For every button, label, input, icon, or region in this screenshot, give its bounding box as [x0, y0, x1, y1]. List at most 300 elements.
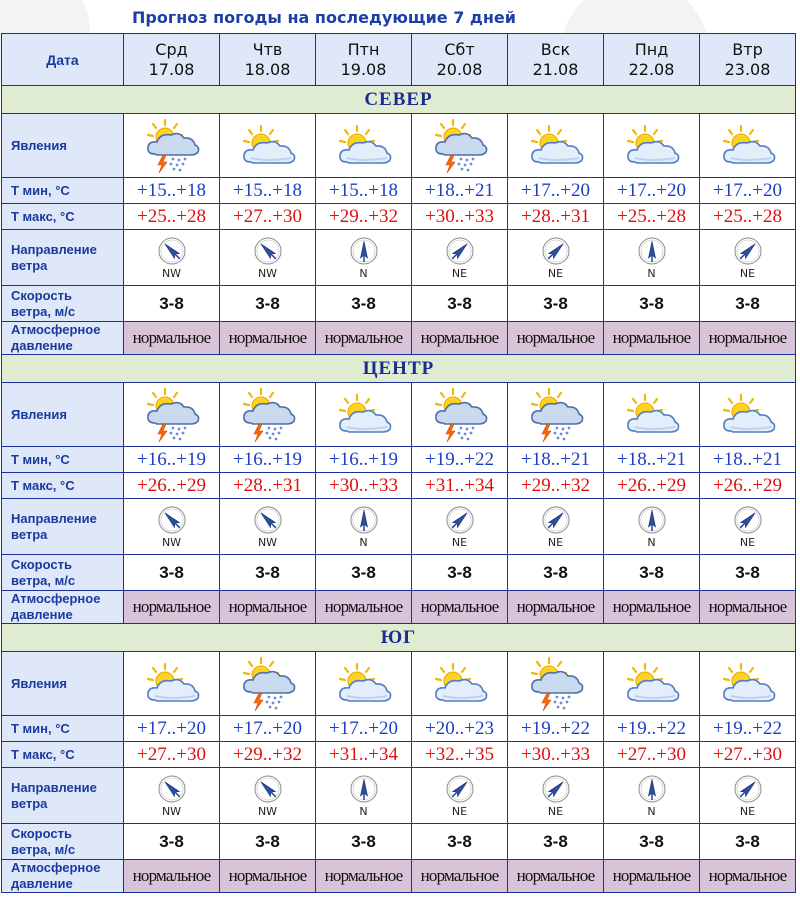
compass-arrow-icon — [253, 505, 283, 535]
compass-arrow-icon — [157, 236, 187, 266]
compass-arrow-icon — [733, 774, 763, 804]
wind-compass — [604, 236, 699, 280]
pressure-value: нормальное — [612, 866, 691, 885]
tmin-cell — [508, 716, 604, 742]
wind-compass — [604, 774, 699, 818]
wind-direction-label-line1: Направление — [11, 510, 97, 526]
tmax-label-cell — [2, 473, 124, 499]
wind-direction-value: NW — [257, 266, 278, 280]
wind-direction-row — [2, 499, 796, 555]
wind-compass — [124, 505, 219, 549]
tmin-value: +16..+19 — [329, 448, 398, 470]
wind-direction-cell — [508, 768, 604, 824]
date-label: Дата — [46, 51, 79, 68]
tmin-cell — [412, 178, 508, 204]
wind-direction-cell — [604, 499, 700, 555]
weather-cell — [316, 652, 412, 716]
wind-speed-value: 3-8 — [255, 562, 280, 582]
wind-direction-label-line2: ветра — [11, 795, 48, 811]
tmin-cell — [124, 447, 220, 473]
pressure-value: нормальное — [708, 328, 787, 347]
compass-arrow-icon — [733, 505, 763, 535]
wind-speed-cell — [220, 286, 316, 322]
tmin-value: +18..+21 — [521, 448, 590, 470]
page-title: Прогноз погоды на последующие 7 дней — [132, 8, 516, 27]
wind-direction-cell — [316, 499, 412, 555]
pressure-value: нормальное — [324, 328, 403, 347]
compass-arrow-icon — [541, 774, 571, 804]
tmax-value: +30..+33 — [425, 205, 494, 227]
wind-speed-value: 3-8 — [639, 831, 664, 851]
wind-compass — [700, 236, 795, 280]
region-heading — [2, 86, 796, 114]
wind-compass — [316, 505, 411, 549]
pressure-cell — [316, 591, 412, 624]
tmin-value: +19..+22 — [617, 717, 686, 739]
wind-speed-cell — [316, 286, 412, 322]
tmax-value: +25..+28 — [713, 205, 782, 227]
tmin-cell — [220, 716, 316, 742]
tmin-cell — [316, 178, 412, 204]
partly-cloudy-icon — [508, 124, 603, 168]
wind-compass — [604, 505, 699, 549]
wind-direction-label-cell — [2, 768, 124, 824]
wind-speed-cell — [700, 555, 796, 591]
pressure-value: нормальное — [516, 866, 595, 885]
wind-speed-label-line1: Скорость — [11, 825, 72, 841]
tmin-cell — [412, 447, 508, 473]
tmax-cell — [508, 473, 604, 499]
wind-direction-value: NW — [161, 266, 182, 280]
thunderstorm-icon — [124, 118, 219, 174]
tmin-value: +17..+20 — [329, 717, 398, 739]
compass-arrow-icon — [157, 774, 187, 804]
phenomena-label: Явления — [11, 137, 67, 153]
partly-cloudy-icon — [124, 662, 219, 706]
day-date: 21.08 — [532, 59, 579, 79]
wind-direction-value: N — [359, 535, 368, 549]
thunderstorm-icon — [412, 387, 507, 443]
tmin-label: Т мин, °С — [11, 720, 70, 736]
wind-compass — [220, 236, 315, 280]
wind-compass — [412, 774, 507, 818]
tmin-cell — [700, 716, 796, 742]
wind-direction-value: NE — [739, 266, 756, 280]
wind-direction-label-cell — [2, 230, 124, 286]
tmax-row — [2, 204, 796, 230]
wind-speed-value: 3-8 — [735, 562, 760, 582]
tmax-value: +28..+31 — [521, 205, 590, 227]
forecast-table — [1, 33, 796, 893]
weather-cell — [124, 652, 220, 716]
tmax-cell — [604, 473, 700, 499]
day-header-5 — [604, 34, 700, 86]
tmin-row — [2, 178, 796, 204]
region-heading — [2, 355, 796, 383]
partly-cloudy-icon — [604, 124, 699, 168]
wind-direction-value: NW — [257, 804, 278, 818]
weather-cell — [412, 114, 508, 178]
tmax-value: +25..+28 — [137, 205, 206, 227]
compass-arrow-icon — [637, 236, 667, 266]
tmin-cell — [604, 716, 700, 742]
tmax-cell — [412, 473, 508, 499]
tmin-value: +20..+23 — [425, 717, 494, 739]
wind-speed-value: 3-8 — [159, 831, 184, 851]
wind-direction-cell — [124, 768, 220, 824]
wind-direction-value: NE — [547, 266, 564, 280]
wind-direction-value: NE — [739, 804, 756, 818]
day-date: 18.08 — [244, 59, 291, 79]
tmax-row — [2, 473, 796, 499]
wind-speed-label-line1: Скорость — [11, 287, 72, 303]
tmax-label: Т макс, °С — [11, 208, 75, 224]
tmax-label: Т макс, °С — [11, 477, 75, 493]
tmax-value: +29..+32 — [329, 205, 398, 227]
phenomena-row — [2, 652, 796, 716]
pressure-cell — [124, 860, 220, 893]
pressure-value: нормальное — [612, 328, 691, 347]
tmax-cell — [508, 742, 604, 768]
tmin-cell — [124, 716, 220, 742]
wind-direction-label-line1: Направление — [11, 779, 97, 795]
pressure-cell — [316, 322, 412, 355]
tmin-row — [2, 716, 796, 742]
pressure-cell — [412, 322, 508, 355]
weather-cell — [700, 652, 796, 716]
tmax-cell — [412, 204, 508, 230]
pressure-label-cell — [2, 860, 124, 893]
wind-direction-cell — [412, 499, 508, 555]
wind-speed-cell — [700, 286, 796, 322]
tmax-value: +30..+33 — [521, 743, 590, 765]
partly-cloudy-icon — [316, 662, 411, 706]
phenomena-label-cell — [2, 652, 124, 716]
tmin-label-cell — [2, 716, 124, 742]
wind-speed-row — [2, 824, 796, 860]
wind-direction-cell — [508, 499, 604, 555]
thunderstorm-icon — [412, 118, 507, 174]
region-heading — [2, 624, 796, 652]
tmin-label-cell — [2, 178, 124, 204]
weather-cell — [508, 383, 604, 447]
tmin-value: +17..+20 — [233, 717, 302, 739]
wind-compass — [124, 774, 219, 818]
wind-direction-label-line2: ветра — [11, 526, 48, 542]
day-header-6 — [700, 34, 796, 86]
tmax-value: +31..+34 — [329, 743, 398, 765]
pressure-label-cell — [2, 322, 124, 355]
wind-speed-cell — [604, 286, 700, 322]
tmax-value: +27..+30 — [233, 205, 302, 227]
compass-arrow-icon — [541, 505, 571, 535]
tmin-value: +15..+18 — [329, 179, 398, 201]
wind-speed-cell — [220, 824, 316, 860]
tmin-value: +17..+20 — [617, 179, 686, 201]
wind-speed-label-line2: ветра, м/с — [11, 303, 76, 319]
compass-arrow-icon — [733, 236, 763, 266]
wind-compass — [316, 236, 411, 280]
tmin-label: Т мин, °С — [11, 451, 70, 467]
pressure-label-line2: давление — [11, 338, 73, 353]
tmax-value: +29..+32 — [521, 474, 590, 496]
tmax-value: +29..+32 — [233, 743, 302, 765]
pressure-cell — [700, 322, 796, 355]
pressure-cell — [508, 860, 604, 893]
tmax-cell — [604, 742, 700, 768]
pressure-label-cell — [2, 591, 124, 624]
wind-direction-cell — [700, 230, 796, 286]
wind-speed-value: 3-8 — [351, 831, 376, 851]
phenomena-row — [2, 114, 796, 178]
tmin-cell — [700, 178, 796, 204]
pressure-cell — [700, 860, 796, 893]
day-header-2 — [316, 34, 412, 86]
pressure-label-line2: давление — [11, 876, 73, 891]
wind-direction-label-line2: ветра — [11, 257, 48, 273]
tmin-value: +15..+18 — [233, 179, 302, 201]
weather-cell — [508, 652, 604, 716]
wind-speed-cell — [508, 286, 604, 322]
compass-arrow-icon — [349, 505, 379, 535]
compass-arrow-icon — [637, 505, 667, 535]
tmax-cell — [124, 742, 220, 768]
tmax-value: +27..+30 — [617, 743, 686, 765]
wind-direction-cell — [124, 230, 220, 286]
pressure-value: нормальное — [228, 597, 307, 616]
pressure-value: нормальное — [132, 597, 211, 616]
weather-cell — [700, 114, 796, 178]
tmax-cell — [700, 473, 796, 499]
compass-arrow-icon — [253, 236, 283, 266]
tmin-value: +17..+20 — [521, 179, 590, 201]
wind-speed-value: 3-8 — [159, 293, 184, 313]
tmax-row — [2, 742, 796, 768]
wind-direction-value: NW — [161, 535, 182, 549]
tmin-cell — [316, 716, 412, 742]
weather-cell — [604, 383, 700, 447]
wind-speed-value: 3-8 — [543, 293, 568, 313]
tmin-cell — [220, 178, 316, 204]
tmax-cell — [604, 204, 700, 230]
pressure-value: нормальное — [228, 866, 307, 885]
wind-speed-cell — [124, 286, 220, 322]
pressure-label-line1: Атмосферное — [11, 322, 101, 337]
compass-arrow-icon — [253, 774, 283, 804]
pressure-row — [2, 322, 796, 355]
wind-direction-cell — [508, 230, 604, 286]
wind-speed-value: 3-8 — [351, 562, 376, 582]
compass-arrow-icon — [445, 236, 475, 266]
wind-compass — [508, 236, 603, 280]
tmin-label-cell — [2, 447, 124, 473]
tmax-cell — [124, 473, 220, 499]
tmin-cell — [124, 178, 220, 204]
wind-direction-cell — [220, 230, 316, 286]
compass-arrow-icon — [157, 505, 187, 535]
wind-compass — [508, 774, 603, 818]
wind-speed-value: 3-8 — [543, 562, 568, 582]
pressure-value: нормальное — [132, 866, 211, 885]
tmax-cell — [700, 204, 796, 230]
compass-arrow-icon — [445, 774, 475, 804]
wind-direction-cell — [412, 230, 508, 286]
wind-speed-cell — [124, 555, 220, 591]
pressure-label-line2: давление — [11, 607, 73, 622]
weather-cell — [220, 652, 316, 716]
day-name: Пнд — [634, 39, 669, 59]
compass-arrow-icon — [637, 774, 667, 804]
wind-compass — [220, 505, 315, 549]
wind-direction-value: NW — [161, 804, 182, 818]
partly-cloudy-icon — [316, 124, 411, 168]
tmax-value: +25..+28 — [617, 205, 686, 227]
wind-compass — [700, 505, 795, 549]
wind-compass — [700, 774, 795, 818]
day-header-3 — [412, 34, 508, 86]
wind-speed-value: 3-8 — [735, 293, 760, 313]
wind-direction-value: NE — [547, 804, 564, 818]
wind-speed-cell — [604, 555, 700, 591]
wind-compass — [124, 236, 219, 280]
day-date: 22.08 — [628, 59, 675, 79]
day-name: Сбт — [444, 39, 475, 59]
pressure-row — [2, 591, 796, 624]
wind-speed-label-line2: ветра, м/с — [11, 841, 76, 857]
day-date: 20.08 — [436, 59, 483, 79]
tmax-value: +28..+31 — [233, 474, 302, 496]
tmin-value: +16..+19 — [233, 448, 302, 470]
tmax-value: +30..+33 — [329, 474, 398, 496]
wind-direction-value: NE — [451, 804, 468, 818]
day-date: 23.08 — [724, 59, 771, 79]
tmin-row — [2, 447, 796, 473]
wind-speed-value: 3-8 — [351, 293, 376, 313]
weather-cell — [604, 114, 700, 178]
wind-direction-cell — [220, 499, 316, 555]
partly-cloudy-icon — [604, 393, 699, 437]
weather-cell — [124, 383, 220, 447]
wind-speed-cell — [412, 286, 508, 322]
weather-cell — [604, 652, 700, 716]
tmin-value: +19..+22 — [425, 448, 494, 470]
wind-speed-label-cell — [2, 286, 124, 322]
day-name: Чтв — [252, 39, 283, 59]
weather-cell — [508, 114, 604, 178]
tmax-value: +27..+30 — [713, 743, 782, 765]
phenomena-label-cell — [2, 114, 124, 178]
wind-direction-value: N — [647, 804, 656, 818]
tmax-value: +26..+29 — [713, 474, 782, 496]
weather-cell — [124, 114, 220, 178]
wind-speed-label-line2: ветра, м/с — [11, 572, 76, 588]
pressure-cell — [508, 322, 604, 355]
wind-speed-label-line1: Скорость — [11, 556, 72, 572]
wind-speed-value: 3-8 — [639, 293, 664, 313]
region-row — [2, 86, 796, 114]
wind-direction-value: NE — [547, 535, 564, 549]
header-row — [2, 34, 796, 86]
tmax-cell — [220, 204, 316, 230]
tmin-value: +16..+19 — [137, 448, 206, 470]
tmax-label-cell — [2, 204, 124, 230]
pressure-cell — [220, 322, 316, 355]
wind-speed-cell — [508, 824, 604, 860]
tmin-cell — [316, 447, 412, 473]
tmax-value: +26..+29 — [137, 474, 206, 496]
tmax-value: +27..+30 — [137, 743, 206, 765]
wind-direction-cell — [700, 768, 796, 824]
tmin-cell — [508, 178, 604, 204]
partly-cloudy-icon — [700, 662, 795, 706]
wind-speed-value: 3-8 — [447, 293, 472, 313]
day-name: Вск — [540, 39, 571, 59]
tmax-label-cell — [2, 742, 124, 768]
partly-cloudy-icon — [220, 124, 315, 168]
thunderstorm-icon — [508, 656, 603, 712]
pressure-cell — [124, 591, 220, 624]
wind-direction-row — [2, 768, 796, 824]
partly-cloudy-icon — [412, 662, 507, 706]
pressure-value: нормальное — [516, 597, 595, 616]
wind-direction-value: NE — [739, 535, 756, 549]
wind-speed-value: 3-8 — [447, 831, 472, 851]
wind-speed-cell — [604, 824, 700, 860]
tmin-value: +17..+20 — [713, 179, 782, 201]
wind-direction-label-line1: Направление — [11, 241, 97, 257]
partly-cloudy-icon — [604, 662, 699, 706]
tmax-cell — [316, 473, 412, 499]
wind-speed-cell — [700, 824, 796, 860]
region-name: ЮГ — [380, 626, 417, 648]
weather-cell — [412, 383, 508, 447]
tmin-label: Т мин, °С — [11, 182, 70, 198]
day-name: Втр — [732, 39, 763, 59]
tmax-cell — [700, 742, 796, 768]
thunderstorm-icon — [124, 387, 219, 443]
wind-compass — [508, 505, 603, 549]
weather-cell — [220, 114, 316, 178]
region-name: ЦЕНТР — [362, 357, 435, 379]
pressure-cell — [700, 591, 796, 624]
tmin-value: +18..+21 — [617, 448, 686, 470]
wind-direction-cell — [220, 768, 316, 824]
wind-direction-value: NE — [451, 535, 468, 549]
pressure-cell — [412, 860, 508, 893]
pressure-value: нормальное — [516, 328, 595, 347]
pressure-cell — [604, 860, 700, 893]
wind-direction-value: NE — [451, 266, 468, 280]
tmax-cell — [412, 742, 508, 768]
tmax-cell — [316, 742, 412, 768]
wind-direction-cell — [604, 230, 700, 286]
pressure-cell — [124, 322, 220, 355]
pressure-cell — [508, 591, 604, 624]
day-name: Птн — [347, 39, 380, 59]
tmin-value: +19..+22 — [521, 717, 590, 739]
wind-direction-cell — [700, 499, 796, 555]
tmin-value: +19..+22 — [713, 717, 782, 739]
day-header-1 — [220, 34, 316, 86]
weather-cell — [316, 383, 412, 447]
tmax-cell — [508, 204, 604, 230]
weather-cell — [316, 114, 412, 178]
tmin-value: +17..+20 — [137, 717, 206, 739]
pressure-cell — [220, 591, 316, 624]
day-header-0 — [124, 34, 220, 86]
wind-speed-cell — [124, 824, 220, 860]
pressure-cell — [604, 591, 700, 624]
